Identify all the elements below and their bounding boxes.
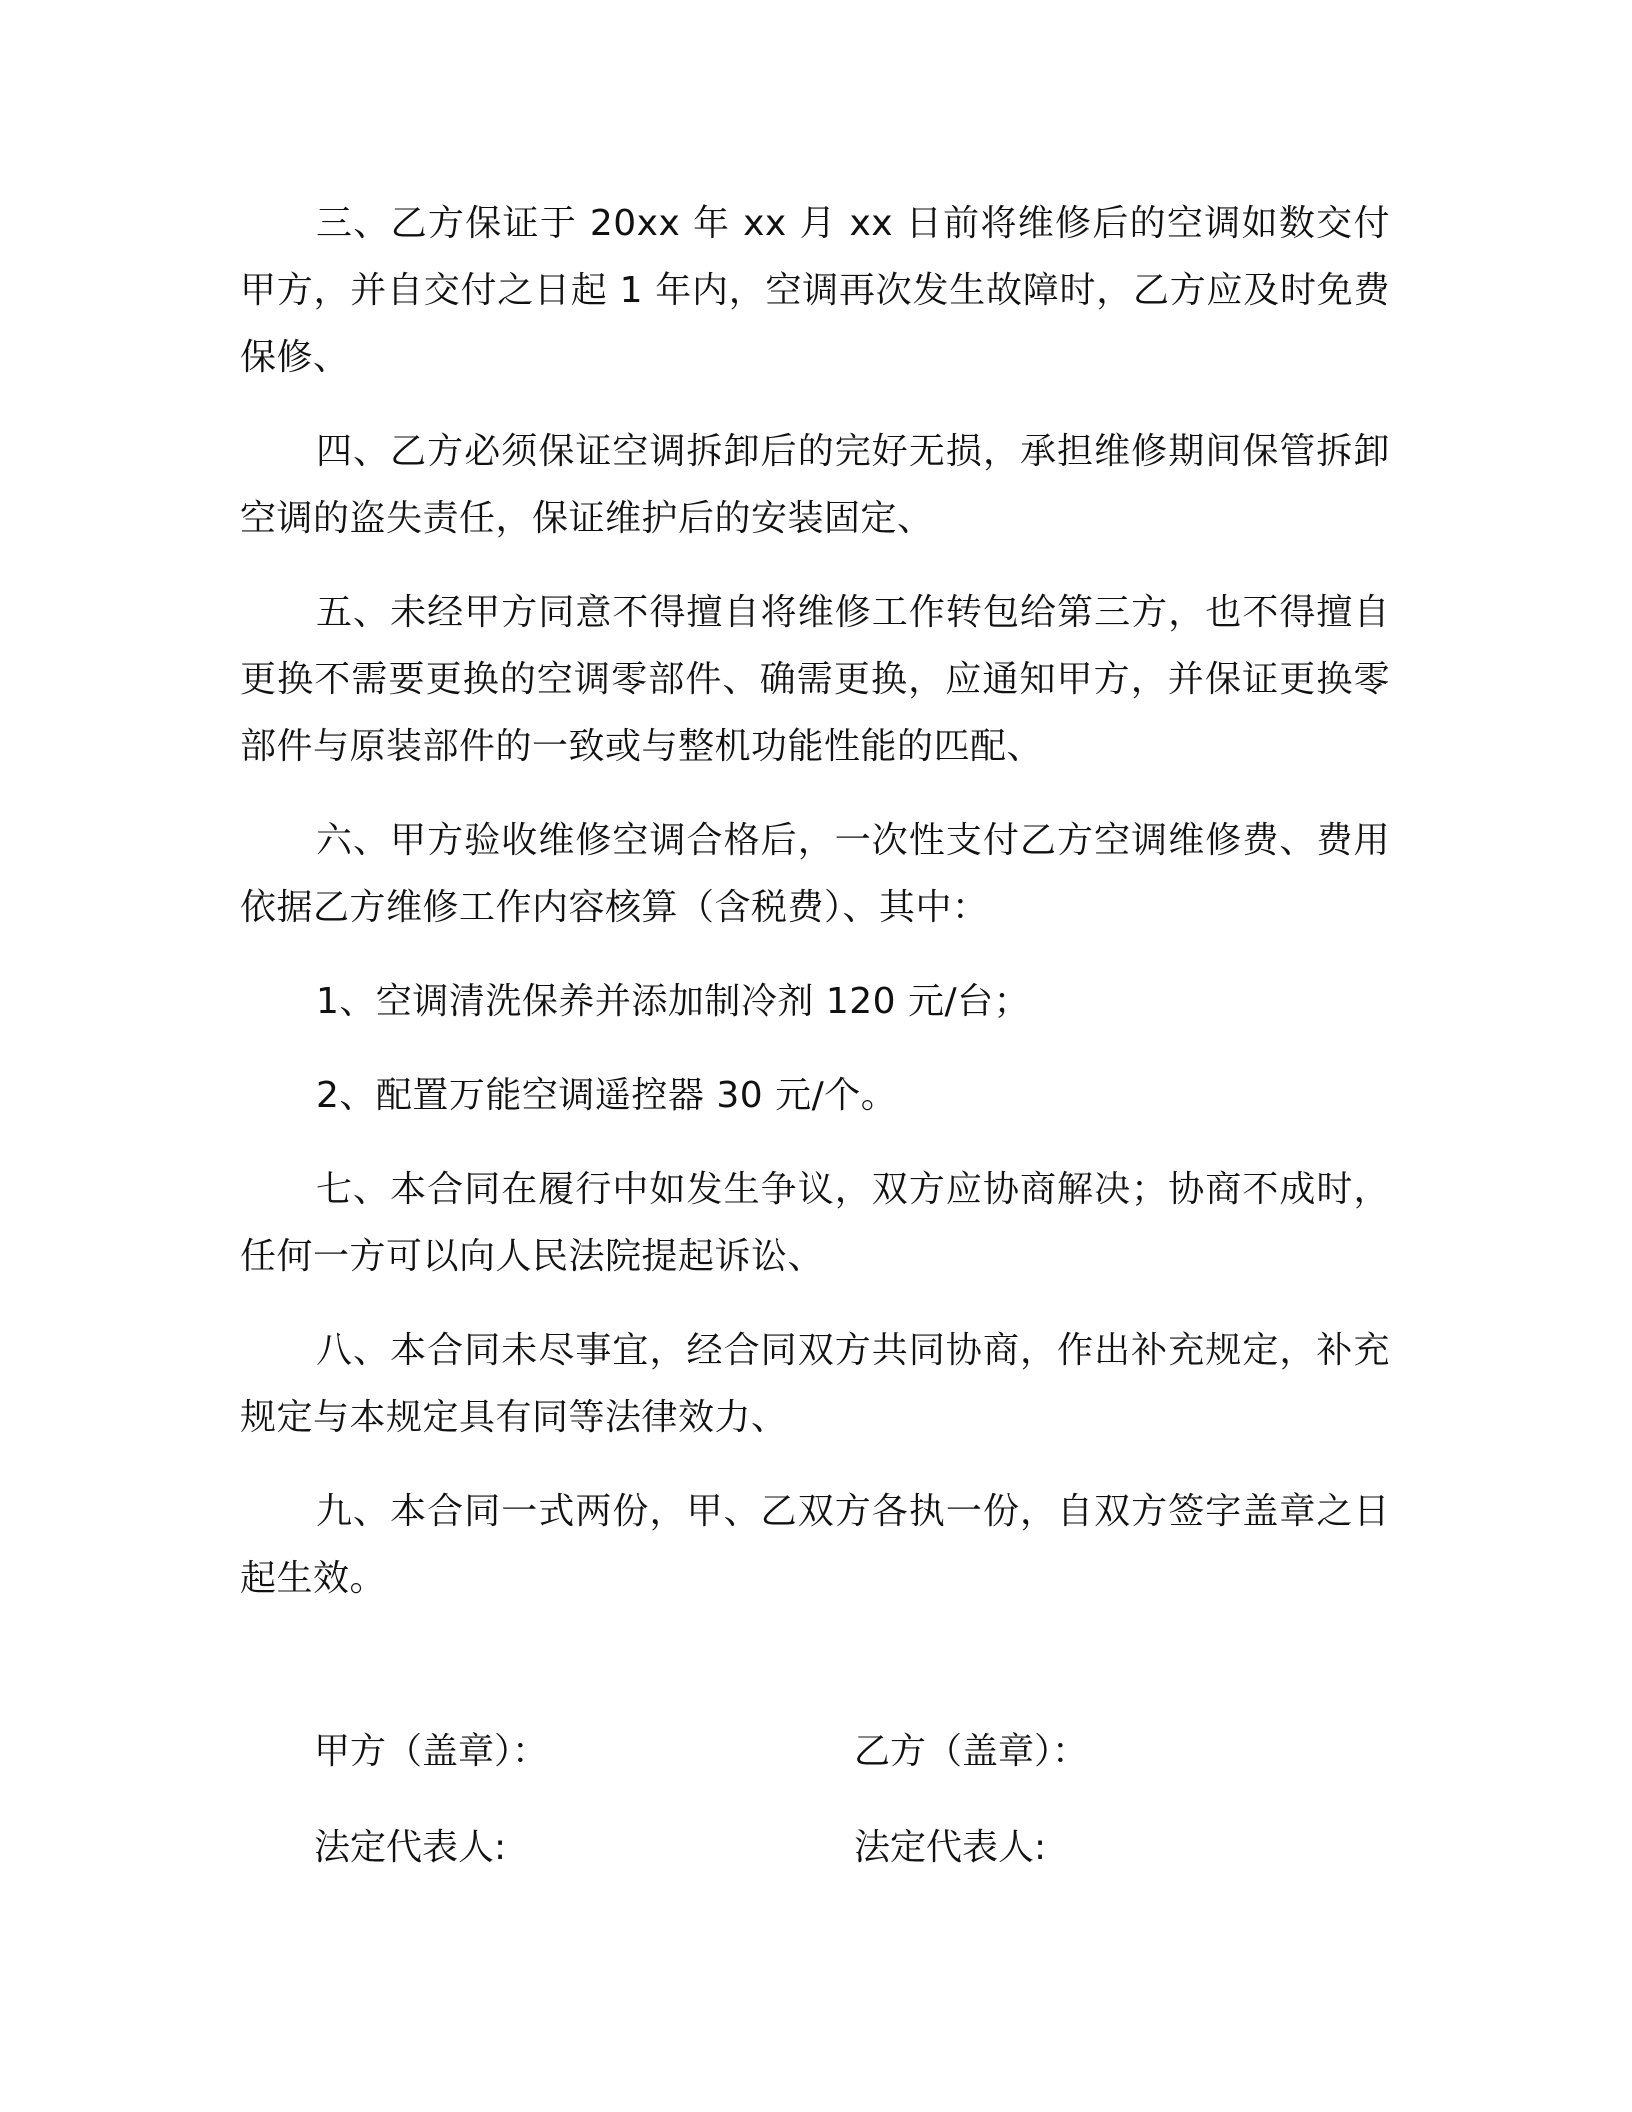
clause-5: 五、未经甲方同意不得擅自将维修工作转包给第三方，也不得擅自更换不需要更换的空调零部件、确需更换，应通知甲方，并保证更换零部件与原装部件的一致或与整机功能性能的匹配、 bbox=[240, 592, 1390, 767]
clause-3: 三、乙方保证于 20xx 年 xx 月 xx 日前将维修后的空调如数交付甲方，并自交付之日起 1 年内，空调再次发生故障时，乙方应及时免费保修、 bbox=[240, 203, 1390, 378]
seal-row bbox=[314, 1720, 1314, 1816]
clause-8: 八、本合同未尽事宜，经合同双方共同协商，作出补充规定，补充规定与本规定具有同等法律效力、 bbox=[240, 1330, 1390, 1438]
party-b-representative-label: 法定代表人: bbox=[854, 1827, 1047, 1868]
party-a-representative-label: 法定代表人: bbox=[314, 1827, 507, 1868]
party-b-seal-label: 乙方（盖章）： bbox=[854, 1731, 1089, 1772]
contract-body bbox=[240, 190, 1390, 1639]
representative-row bbox=[314, 1816, 1314, 1912]
signature-block bbox=[314, 1720, 1314, 1912]
clause-7: 七、本合同在履行中如发生争议，双方应协商解决；协商不成时，任何一方可以向人民法院提起诉讼、 bbox=[240, 1169, 1390, 1277]
clause-4: 四、乙方必须保证空调拆卸后的完好无损，承担维修期间保管拆卸空调的盗失责任，保证维护后的安装固定、 bbox=[240, 431, 1390, 539]
clause-6-item-2: 2、配置万能空调遥控器 30 元/个。 bbox=[316, 1075, 898, 1116]
clause-9: 九、本合同一式两份，甲、乙双方各执一份，自双方签字盖章之日起生效。 bbox=[240, 1491, 1390, 1599]
clause-6: 六、甲方验收维修空调合格后，一次性支付乙方空调维修费、费用依据乙方维修工作内容核算（含税费）、其中： bbox=[240, 820, 1390, 928]
clause-6-item-1: 1、空调清洗保养并添加制冷剂 120 元/台； bbox=[316, 981, 1031, 1022]
party-a-seal-label: 甲方（盖章）： bbox=[314, 1731, 549, 1772]
